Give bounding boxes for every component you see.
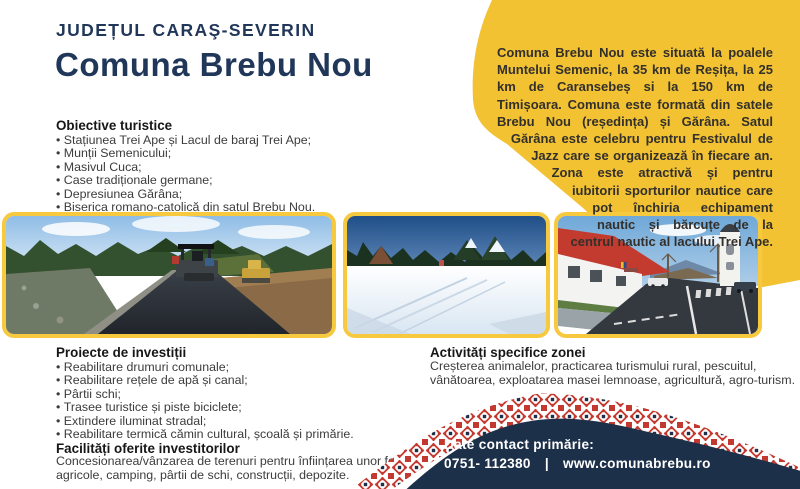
objectives-list (56, 134, 386, 214)
intro-text: Comuna Brebu Nou este situată la poalele Muntelui Semenic, la 35 km de Reșița, la 25 km de Caransebeș si la 150 km de Timișoara. Comuna este formată din satele Brebu Nou (reședința) și Gărâna. Satul Gărâna este celebru pentru Festivalul de Jazz care se organizează în fiecare an. Zona este atractivă și pentru iubitorii sporturilor nautice care pot închiria echipament nautic și bărcuțe de la centrul nautic al lacului Trei Ape. (497, 45, 773, 250)
list-item: • Reabilitare rețele de apă și canal; (56, 374, 416, 387)
contact-website: www.comunabrebu.ro (563, 456, 711, 471)
activities-heading: Activități specifice zonei (430, 345, 586, 360)
photo-frame-road-paving (2, 212, 336, 338)
list-item: • Masivul Cuca; (56, 161, 386, 174)
list-item: • Extindere iluminat stradal; (56, 415, 416, 428)
list-item: • Munții Semenicului; (56, 147, 386, 160)
list-item: • Trasee turistice și piste biciclete; (56, 401, 416, 414)
contact-phone: 0751- 112380 (444, 456, 531, 471)
list-item: • Reabilitare termică cămin cultural, școală și primărie. (56, 428, 416, 441)
page-title: Comuna Brebu Nou (55, 46, 373, 83)
contact-label: Date contact primărie: (444, 437, 595, 452)
facilities-text: Concesionarea/vânzarea de terenuri pentru înființarea unor ferme agricole, camping, pârtii de schi, construcții, depozite. (56, 454, 417, 482)
list-item: • Case tradiționale germane; (56, 174, 386, 187)
contact-line (444, 456, 711, 471)
activities-text: Creșterea animalelor, practicarea turismului rural, pescuitul, vânătoarea, exploatarea masei lemnoase, agricultură, agro-turism. (430, 359, 796, 387)
intro-panel (497, 44, 773, 250)
list-item: • Pârtii schi; (56, 388, 416, 401)
road-paving-photo (6, 216, 332, 334)
list-item: • Depresiunea Gărâna; (56, 188, 386, 201)
list-item: • Biserica romano-catolică din satul Brebu Nou. (56, 201, 386, 214)
contact-separator: | (544, 456, 549, 471)
contact-wave-decoration (330, 378, 800, 489)
list-item: • Reabilitare drumuri comunale; (56, 361, 416, 374)
objectives-heading: Obiective turistice (56, 118, 173, 133)
list-item: • Stațiunea Trei Ape și Lacul de baraj Trei Ape; (56, 134, 386, 147)
projects-heading: Proiecte de investiții (56, 345, 187, 360)
county-label: JUDEȚUL CARAŞ-SEVERIN (56, 20, 316, 40)
facilities-heading: Facilități oferite investitorilor (56, 441, 240, 456)
